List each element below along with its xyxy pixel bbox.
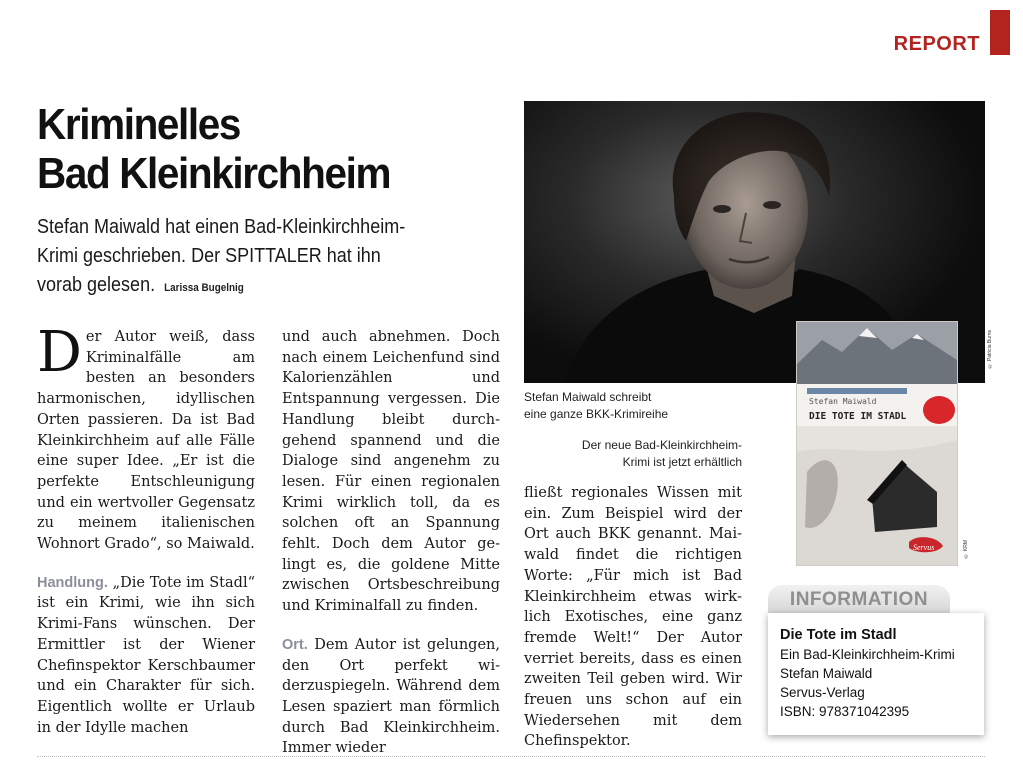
info-box (768, 613, 984, 735)
lead-line-2: Krimi geschrieben. Der SPITTALER hat ihn (37, 245, 381, 267)
lead-line-1: Stefan Maiwald hat einen Bad-Kleinkirchheim- (37, 216, 406, 238)
body-paragraph-4 (282, 635, 500, 759)
author-byline: Larissa Bugelnig (164, 282, 244, 294)
book-caption (524, 437, 742, 471)
book-credit: © KRM (963, 540, 969, 559)
body-paragraph-4-text: Dem Autor ist gelungen, den Ort perfekt widerzuspiegeln. Während dem Lesen spaziert man förmlich durch Bad Kleinkirchheim. Immer wieder (282, 636, 500, 757)
info-title: Die Tote im Stadl (780, 627, 897, 643)
info-content (780, 626, 980, 721)
photo-caption-line-1: Stefan Maiwald schreibt (524, 390, 652, 404)
section-label: REPORT (893, 33, 980, 55)
lead-paragraph (37, 213, 460, 303)
body-paragraph-2 (37, 573, 255, 739)
headline-line-1: Kriminelles (37, 100, 241, 149)
cover-title-text: DIE TOTE IM STADL (809, 411, 907, 422)
body-paragraph-5: fließt regionales Wissen mit ein. Zum Beispiel wird der Ort auch BKK genannt. Maiwald findet die richtigen Worte: „Für mich ist Bad Kleinkirchheim etwas wirklich Exotisches, eine ganz fremde Welt!“ Der Autor verriet bereits, dass es einen zweiten Teil geben wird. Wir freuen uns schon auf ein Wiedersehen mit dem Chefinspektor. (524, 485, 742, 750)
drop-cap: D (37, 320, 82, 385)
info-tab: INFORMATION (768, 585, 950, 615)
footer-divider (37, 756, 985, 757)
article-column-3 (524, 483, 742, 770)
subhead-ort: Ort. (282, 636, 308, 653)
book-caption-line-2: Krimi ist jetzt erhältlich (622, 455, 742, 469)
photo-caption-line-2: eine ganze BKK-Krimireihe (524, 407, 669, 421)
info-line-publisher: Servus-Verlag (780, 685, 865, 700)
section-accent-bar (990, 10, 1010, 55)
headline-line-2: Bad Kleinkirchheim (37, 149, 391, 198)
article-column-1 (37, 320, 255, 756)
cover-author-text: Stefan Maiwald (809, 397, 877, 406)
info-line-author: Stefan Maiwald (780, 666, 873, 681)
info-line-genre: Ein Bad-Kleinkirchheim-Krimi (780, 647, 955, 662)
book-caption-line-1: Der neue Bad-Kleinkirchheim- (581, 438, 742, 452)
info-line-isbn: ISBN: 978371042395 (780, 704, 910, 719)
body-paragraph-1-text: er Autor weiß, dass Kriminalfälle am besten an besonders harmonischen, idyllischen Orten passieren. Da ist Bad Kleinkirchheim auf alle Fälle eine super Idee. „Er ist die perfekte Entschleunigung und ein wertvoller Gegensatz zu meinem italienischen Wohnort Grado“, so Maiwald. (37, 329, 255, 553)
book-cover-image (797, 322, 957, 565)
lead-line-3: vorab gelesen. (37, 274, 156, 296)
photo-credit: © Patricia Burns (987, 330, 993, 369)
article-column-2 (282, 327, 500, 777)
photo-caption (524, 389, 804, 423)
body-paragraph-2-text: „Die Tote im Stadl“ ist ein Krimi, wie ihn sich Krimi-Fans wünschen. Der Ermittler ist der Wiener Chefinspektor Kerschbaumer und ein Charakter für sich. Eigentlich wollte er Urlaub in der Idylle machen (37, 574, 255, 736)
headline (37, 100, 469, 198)
body-paragraph-3: und auch abnehmen. Doch nach einem Leichenfund sind Kalorienzählen und Entspannung vergessen. Die Handlung bleibt durchgehend spannend und die Dialoge sind angenehm zu lesen. Für einen regionalen Krimi wirklich toll, da es solchen oft an Spannung fehlt. Doch dem Autor gelingt es, die goldene Mitte zwischen Ortsbeschreibung und Kriminalfall zu finden. (282, 329, 500, 615)
body-paragraph-1 (37, 320, 255, 555)
subhead-handlung: Handlung. (37, 574, 108, 591)
book-cover-illustration (797, 322, 957, 565)
publisher-logo-text: Servus (913, 543, 935, 552)
